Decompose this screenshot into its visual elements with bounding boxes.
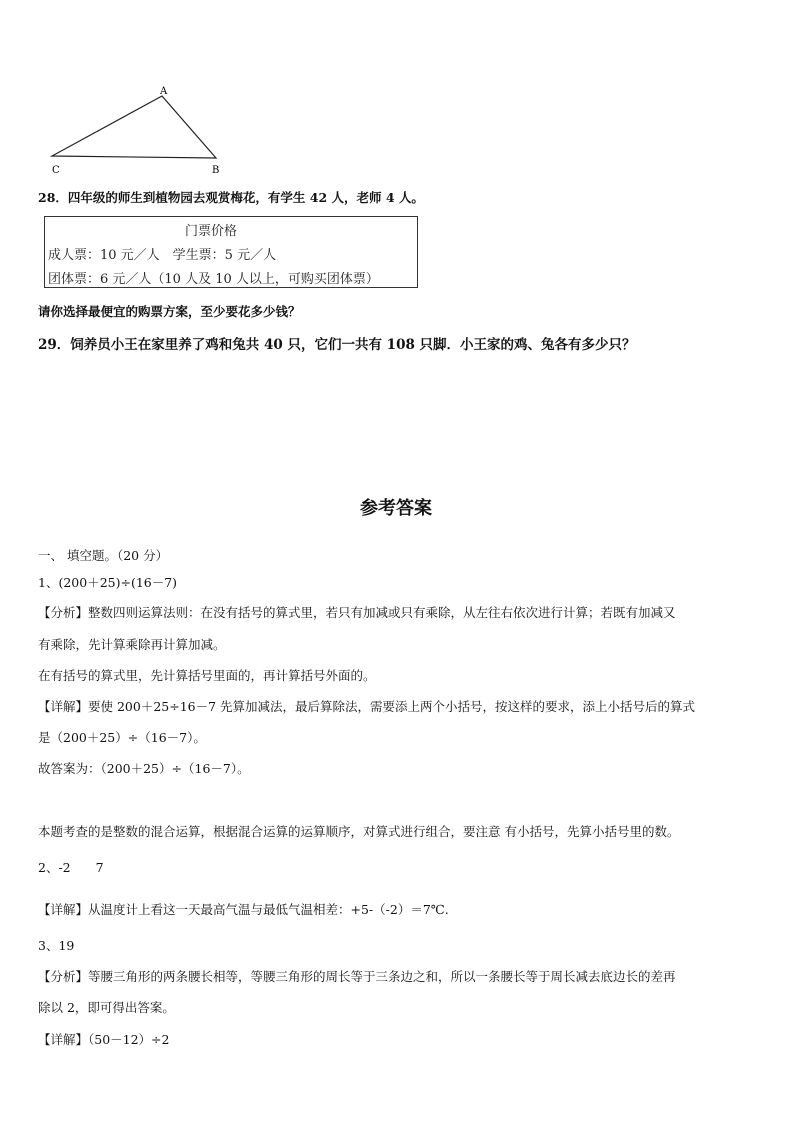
answer-1-analysis-line-3: 在有括号的算式里，先计算括号里面的，再计算括号外面的。 — [38, 668, 376, 683]
vertex-a-label: A — [160, 86, 168, 97]
question-29: 29．饲养员小王在家里养了鸡和兔共 40 只，它们一共有 108 只脚．小王家的鸡、兔各有多少只？ — [38, 337, 636, 353]
answer-1-detail-line-1: 【详解】要使 200＋25÷16－7 先算加减法，最后算除法，需要添上两个小括号，按这样的要求，添上小括号后的算式 — [38, 699, 696, 714]
question-28-prompt: 请你选择最便宜的购票方案，至少要花多少钱？ — [38, 304, 301, 319]
question-28: 28．四年级的师生到植物园去观赏梅花，有学生 42 人，老师 4 人。 — [38, 190, 424, 205]
answer-2-detail: 【详解】从温度计上看这一天最高气温与最低气温相差：+5-（-2）＝7℃. — [38, 902, 449, 917]
answer-3-detail: 【详解】（50－12）÷2 — [38, 1032, 170, 1047]
answer-1-detail-line-3: 故答案为：（200＋25）÷（16－7）。 — [38, 761, 250, 776]
answer-3-analysis-line-2: 除以 2，即可得出答案。 — [38, 1000, 175, 1015]
answer-2: 2、-2 7 — [38, 860, 104, 875]
vertex-b-label: B — [212, 165, 220, 176]
triangle-shape — [52, 96, 216, 158]
answer-1-summary: 本题考查的是整数的混合运算，根据混合运算的运算顺序，对算式进行组合，要注意 有小括号，先算小括号里的数。 — [38, 824, 680, 839]
answer-1-analysis-line-1: 【分析】整数四则运算法则：在没有括号的算式里，若只有加减或只有乘除，从左往右依次进行计算；若既有加减又 — [38, 605, 676, 620]
answer-3: 3、19 — [38, 938, 75, 953]
section-1-heading: 一、 填空题。（20 分） — [38, 548, 169, 563]
table-row-adult-student: 成人票：10 元／人 学生票：5 元／人 — [48, 248, 277, 263]
answer-3-analysis-line-1: 【分析】等腰三角形的两条腰长相等，等腰三角形的周长等于三条边之和，所以一条腰长等于周长减去底边长的差再 — [38, 969, 676, 984]
table-row-group: 团体票：6 元／人（10 人及 10 人以上，可购买团体票） — [48, 272, 379, 287]
answer-1-detail-line-2: 是（200＋25）÷（16－7）。 — [38, 730, 206, 745]
answer-1-analysis-line-2: 有乘除，先计算乘除再计算加减。 — [38, 637, 226, 652]
answer-1: 1、(200＋25)÷(16－7) — [38, 575, 178, 590]
table-title: 门票价格 — [185, 224, 238, 239]
vertex-c-label: C — [52, 165, 60, 176]
answers-title: 参考答案 — [360, 498, 432, 519]
ticket-price-table — [44, 216, 418, 288]
triangle-figure — [40, 80, 240, 180]
